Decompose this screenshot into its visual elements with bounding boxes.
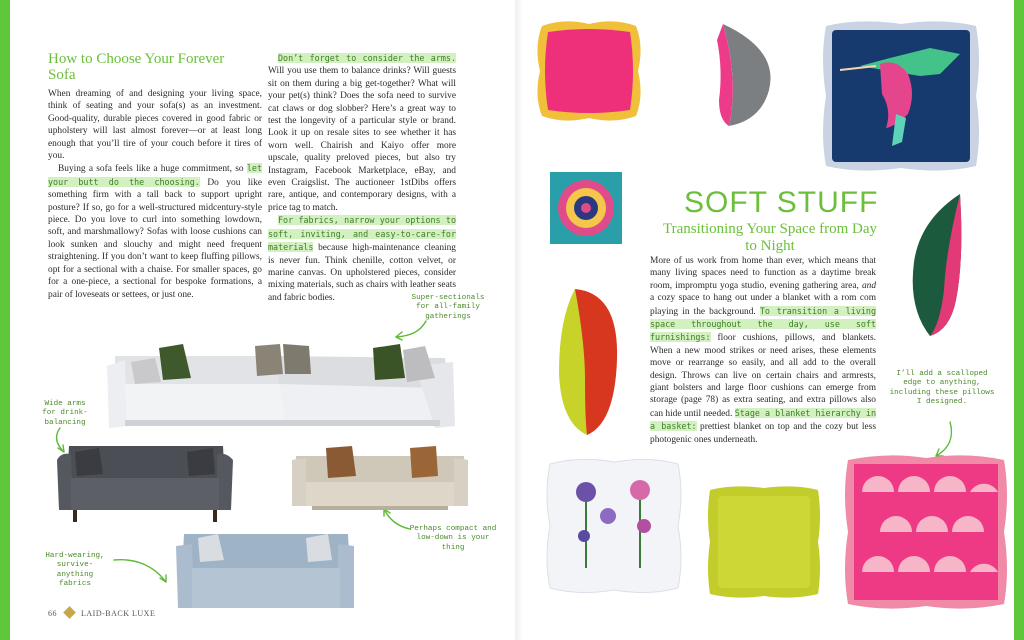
pink-fan-pillow-image [842,452,1010,612]
hummingbird-pillow-image [820,18,982,174]
highlight-butt: let your butt do the choosing. [48,163,262,187]
page-folio [48,608,155,618]
right-page-subtitle: Transitioning Your Space from Day to Night [662,221,878,254]
callout-scallop: I’ll add a scalloped edge to anything, including these pillows I designed. [889,370,995,407]
callout-hard-wearing: Hard-wearing, survive-anything fabrics [45,552,105,589]
left-column-1 [48,88,262,301]
lime-bolster-pillow-image [555,283,625,439]
callout-compact: Perhaps compact and low-down is your thing [409,525,497,552]
right-page-title: SOFT STUFF [684,186,879,219]
lime-scalloped-pillow-image [704,482,824,602]
right-paragraph: More of us work from home than ever, which means that many living spaces need to function as a daytime break room, impromptu yoga studio, evening gathering area, and a cozy space to hang out under a blanket with a rom com playing in the background. To transition a living space throughout the day, use soft furnishings: floor cushions, pillows, and blankets. When a new mood strikes or need arises, these elements move or rearrange so easily, and all add to the overall design. Throws can live on certain chairs and armrests, giant bolsters and large floor cushions can emerge from storage (page 78) as extra seating, and extra pillows also can hide until needed. Stage a blanket hierarchy in a basket: prettiest blanket on top and the cozy but less photogenic ones underneath. [650,256,877,445]
left-column-2 [268,52,456,304]
left-page-title: How to Choose Your Forever Sofa [48,51,225,83]
grey-bolster-pillow-image [715,20,777,130]
mandala-pillow-image [546,168,626,248]
highlight-blanket: Stage a blanket hierarchy in a basket: [650,407,877,432]
green-bolster-pillow-image [910,190,966,340]
sectional-sofa-image [105,338,455,438]
callout-wide-arms: Wide arms for drink-balancing [42,400,88,427]
callout-sectionals: Super-sectionals for all-family gatherings [411,294,485,321]
blue-slipcover-sofa-image [176,526,356,612]
col2-paragraph-2: For fabrics, narrow your options to soft, inviting, and easy-to-care-for materials because high-maintenance cleaning is never fun. Think chenille, cotton velvet, or marine canvas. On upholstered pieces, consider mixing materials, such as chairs with leather seats and fabric bodies. [268,215,456,303]
floral-white-pillow-image [544,456,684,596]
right-body [650,255,876,446]
pink-scalloped-pillow-image [534,16,644,126]
diamond-icon [63,606,76,619]
col1-paragraph-2: Buying a sofa feels like a huge commitment, so let your butt do the choosing. Do you like something firm with a tall back to support upright posture? If so, go for a well-structured midcentury-style piece. Do you love to curl into something lowdown, soft, and marshmallowy? Sofas with loose cushions can look sunken and slouchy and might need frequent straightening. If you don’t want to keep fluffing pillows, opt for a sectional with a chaise. For smaller spaces, go for a one-piece, a sectional for bespoke formations, a pair of loveseats or settees, or just one. [48,163,262,300]
section-label: LAID-BACK LUXE [81,609,156,618]
highlight-arms: Don’t forget to consider the arms. [278,53,456,63]
col2-paragraph-1: Don’t forget to consider the arms. Will you use them to balance drinks? Will guests sit on them during a big get-together? What will your pet(s) think? Does the sofa need to survive cat claws or dog slobber? Here’s a great way to test the longevity of a particular style or brand. Look it up on resale sites to see whether it has worn well. Chairish and Kaiyo offer more upscale, quality preloved pieces, but also try Instagram, Facebook Marketplace, eBay, and even Craigslist. The auctioneer 1stDibs offers rare, antique, and contemporary designs, with a price tag to match. [268,53,456,213]
arrow-icon [110,556,174,586]
highlight-transition: To transition a living space throughout the day, use soft furnishings: [650,305,876,343]
beige-sofa-image [292,442,468,518]
magazine-spread [10,0,1014,640]
page-gutter [515,0,523,640]
col1-paragraph-1: When dreaming of and designing your living space, think of seating and your sofa(s) as an investment. Good-quality, durable pieces covered in good fabric or upholstery will last almost forever—or at least long enough that you’ll tire of your couch before it tires of you. [48,89,262,162]
dark-velvet-sofa-image [55,440,235,525]
page-number: 66 [48,609,57,618]
highlight-fabrics: For fabrics, narrow your options to soft, inviting, and easy-to-care-for materials [268,215,456,253]
